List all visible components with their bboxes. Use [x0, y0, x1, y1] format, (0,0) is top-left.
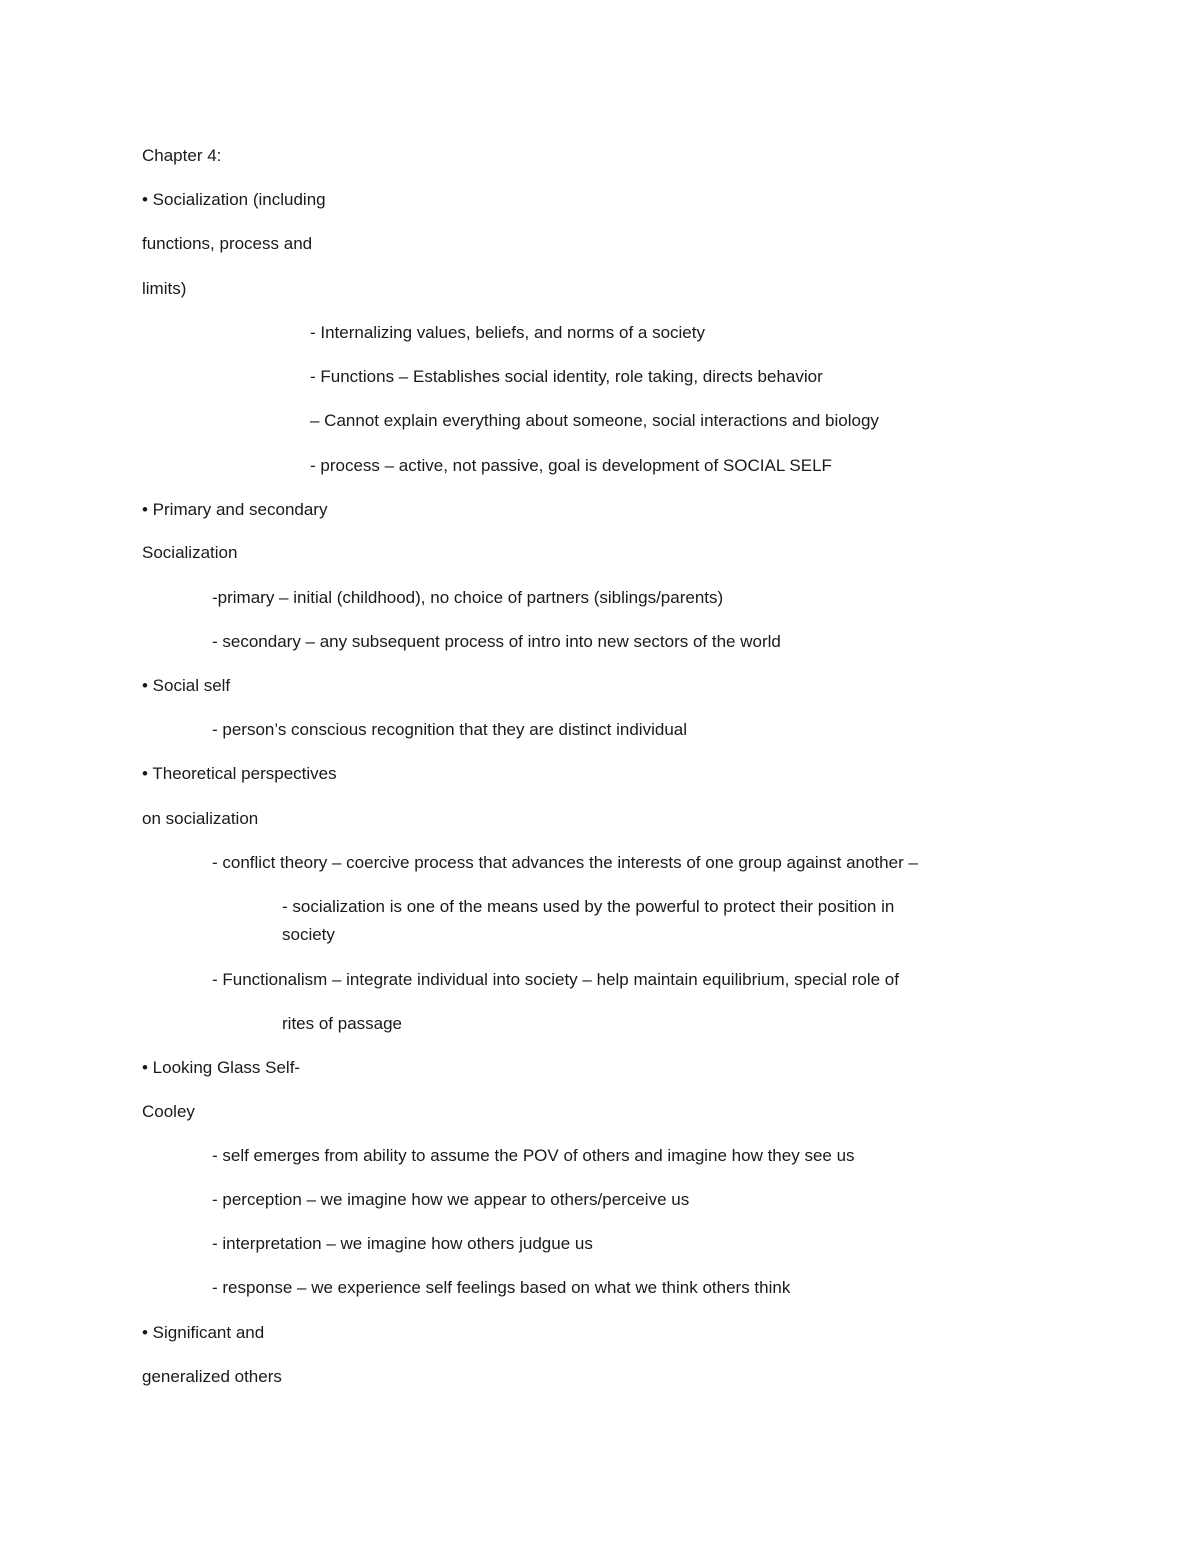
sub-item: - Internalizing values, beliefs, and norms of a society [310, 323, 705, 342]
sub-item: -primary – initial (childhood), no choice of partners (siblings/parents) [212, 588, 724, 607]
bullet-item: • Theoretical perspectives [142, 764, 337, 783]
bullet-item: • Primary and secondary [142, 500, 328, 519]
text-line: limits) [142, 279, 187, 298]
sub-item: - perception – we imagine how we appear to others/perceive us [212, 1190, 690, 1209]
bullet-item: • Socialization (including [142, 190, 326, 209]
sub-item: - Functionalism – integrate individual into society – help maintain equilibrium, special role of [212, 970, 899, 989]
sub-sub-item: - socialization is one of the means used by the powerful to protect their position in [282, 897, 895, 916]
text-line: functions, process and [142, 234, 313, 253]
text-line: on socialization [142, 809, 259, 828]
sub-sub-item-continued: society [282, 925, 335, 944]
sub-item: - interpretation – we imagine how others judgue us [212, 1234, 593, 1253]
sub-item: - self emerges from ability to assume the POV of others and imagine how they see us [212, 1146, 855, 1165]
bullet-item: • Looking Glass Self- [142, 1058, 301, 1077]
bullet-item: • Significant and [142, 1323, 265, 1342]
sub-item: - person’s conscious recognition that they are distinct individual [212, 720, 688, 739]
sub-item: - process – active, not passive, goal is development of SOCIAL SELF [310, 456, 832, 475]
text-line: generalized others [142, 1367, 282, 1386]
text-line: Cooley [142, 1102, 195, 1121]
bullet-item: • Social self [142, 676, 231, 695]
sub-item-continued: rites of passage [282, 1014, 403, 1033]
sub-item: - conflict theory – coercive process that advances the interests of one group against another – [212, 853, 918, 872]
text-line: Socialization [142, 543, 238, 562]
sub-item: - Functions – Establishes social identity, role taking, directs behavior [310, 367, 823, 386]
chapter-heading: Chapter 4: [142, 146, 222, 165]
sub-item: – Cannot explain everything about someone, social interactions and biology [310, 411, 879, 430]
sub-item: - response – we experience self feelings based on what we think others think [212, 1278, 791, 1297]
sub-item: - secondary – any subsequent process of intro into new sectors of the world [212, 632, 781, 651]
